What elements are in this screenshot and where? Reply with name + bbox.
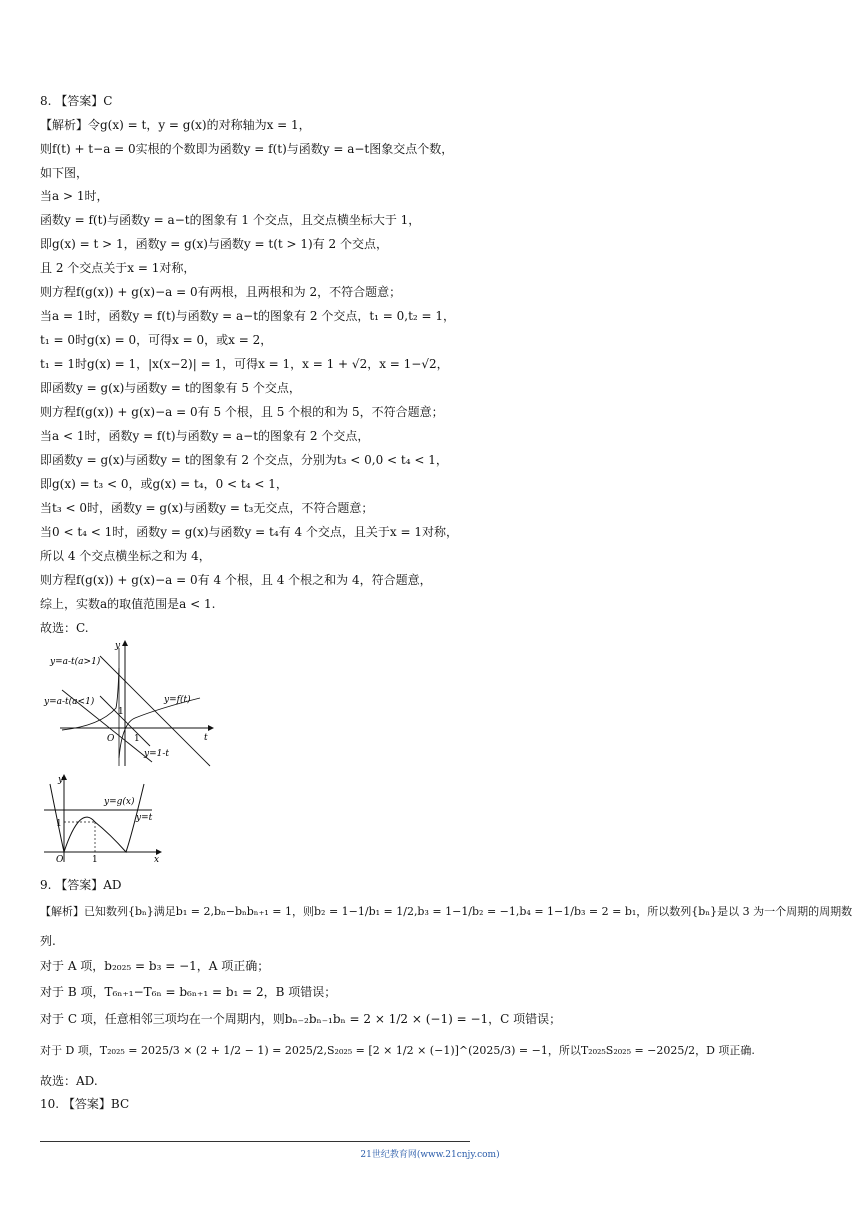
q9-line: 对于 B 项，T₆ₙ₊₁−T₆ₙ = b₆ₙ₊₁ = b₁ = 2，B 项错误； [40,985,337,999]
q8-line: 当a < 1时，函数y = f(t)与函数y = a−t的图象有 2 个交点， [40,429,370,443]
q9-line: 对于 A 项，b₂₀₂₅ = b₃ = −1，A 项正确； [40,959,270,973]
q8-line: 且 2 个交点关于x = 1对称， [40,261,196,275]
q8-answer: 8. 【答案】C [40,94,113,108]
fig1-origin: O [107,734,115,744]
q9-line: 故选：AD. [40,1074,98,1088]
t-axis-arrow [208,725,214,731]
fig2-tick-1-y: 1 [56,819,62,829]
fig2-label-y: y [58,775,64,785]
fig2-label-x: x [154,855,160,864]
label-t: y=t [136,813,153,823]
figure-g-of-x [40,774,170,864]
footer-link[interactable]: 21世纪教育网(www.21cnjy.com) [360,1150,500,1160]
q8-line: 【解析】令g(x) = t，y = g(x)的对称轴为x = 1， [40,118,311,132]
q10-answer: 10. 【答案】BC [40,1097,130,1111]
q8-line: 当a > 1时， [40,189,109,203]
q9-line: 对于 C 项，任意相邻三项均在一个周期内，则bₙ₋₂bₙ₋₁bₙ = 2 × 1/2 × (−1) = −1，C 项错误； [40,1012,562,1026]
fig1-tick-1-x: 1 [134,734,140,744]
q9-line: 列. [40,934,56,948]
q8-line: 综上，实数a的取值范围是a < 1. [40,597,216,611]
q9-answer: 9. 【答案】AD [40,878,122,892]
q8-line: 当t₃ < 0时，函数y = g(x)与函数y = t₃无交点，不符合题意； [40,501,374,515]
fig1-label-t: t [204,733,208,743]
q8-line: 故选：C. [40,621,89,635]
q8-line: 则方程f(g(x)) + g(x)−a = 0有 4 个根，且 4 个根之和为 4，符合题意， [40,573,432,587]
q8-line: 即函数y = g(x)与函数y = t的图象有 2 个交点，分别为t₃ < 0,0 < t₄ < 1， [40,453,448,467]
q8-line: 即函数y = g(x)与函数y = t的图象有 5 个交点， [40,381,301,395]
fig2-tick-1-x: 1 [92,855,98,864]
label-a-gt-1: y=a-t(a>1) [50,657,101,667]
q8-line: 所以 4 个交点横坐标之和为 4， [40,549,211,563]
figure-f-of-t [40,638,220,768]
q8-line: 则f(t) + t−a = 0实根的个数即为函数y = f(t)与函数y = a−t图象交点个数， [40,142,454,156]
q9-line: 对于 D 项，T₂₀₂₅ = 2025/3 × (2 + 1/2 − 1) = 2025/2,S₂₀₂₅ = [2 × 1/2 × (−1)]^(2025/3) = −1，所以T₂₀₂₅S₂₀₂₅ = −2025/2，D 项正确. [40,1044,755,1057]
label-f: y=f(t) [164,695,191,705]
label-1-minus-t: y=1-t [144,749,170,759]
y-axis-arrow [122,640,128,646]
fig1-tick-1-y: 1 [118,707,124,717]
fig2-origin: O [56,855,64,864]
q9-line: 【解析】已知数列{bₙ}满足b₁ = 2,bₙ−bₙbₙ₊₁ = 1，则b₂ = 1−1/b₁ = 1/2,b₃ = 1−1/b₂ = −1,b₄ = 1−1/b₃ = 2 = b₁，所以数列{bₙ}是以 3 为一个周期的周期数 [40,905,853,918]
q8-line: 如下图， [40,166,89,180]
q8-line: 函数y = f(t)与函数y = a−t的图象有 1 个交点，且交点横坐标大于 1， [40,213,421,227]
q8-line: t₁ = 0时g(x) = 0，可得x = 0，或x = 2， [40,333,273,347]
q8-line: 即g(x) = t₃ < 0，或g(x) = t₄，0 < t₄ < 1， [40,477,288,491]
q8-line: 则方程f(g(x)) + g(x)−a = 0有 5 个根，且 5 个根的和为 5，不符合题意； [40,405,444,419]
q8-line: 当a = 1时，函数y = f(t)与函数y = a−t的图象有 2 个交点，t₁ = 0,t₂ = 1， [40,309,456,323]
q8-line: 即g(x) = t > 1，函数y = g(x)与函数y = t(t > 1)有 2 个交点， [40,237,388,251]
label-g: y=g(x) [104,797,135,807]
fig1-label-y: y [115,641,121,651]
q8-line: t₁ = 1时g(x) = 1，|x(x−2)| = 1，可得x = 1，x = 1 + √2，x = 1−√2， [40,357,449,371]
q8-line: 则方程f(g(x)) + g(x)−a = 0有两根，且两根和为 2，不符合题意； [40,285,402,299]
q8-line: 当0 < t₄ < 1时，函数y = g(x)与函数y = t₄有 4 个交点，且关于x = 1对称， [40,525,458,539]
footer-divider [40,1141,470,1142]
label-a-lt-1: y=a-t(a<1) [44,697,95,707]
